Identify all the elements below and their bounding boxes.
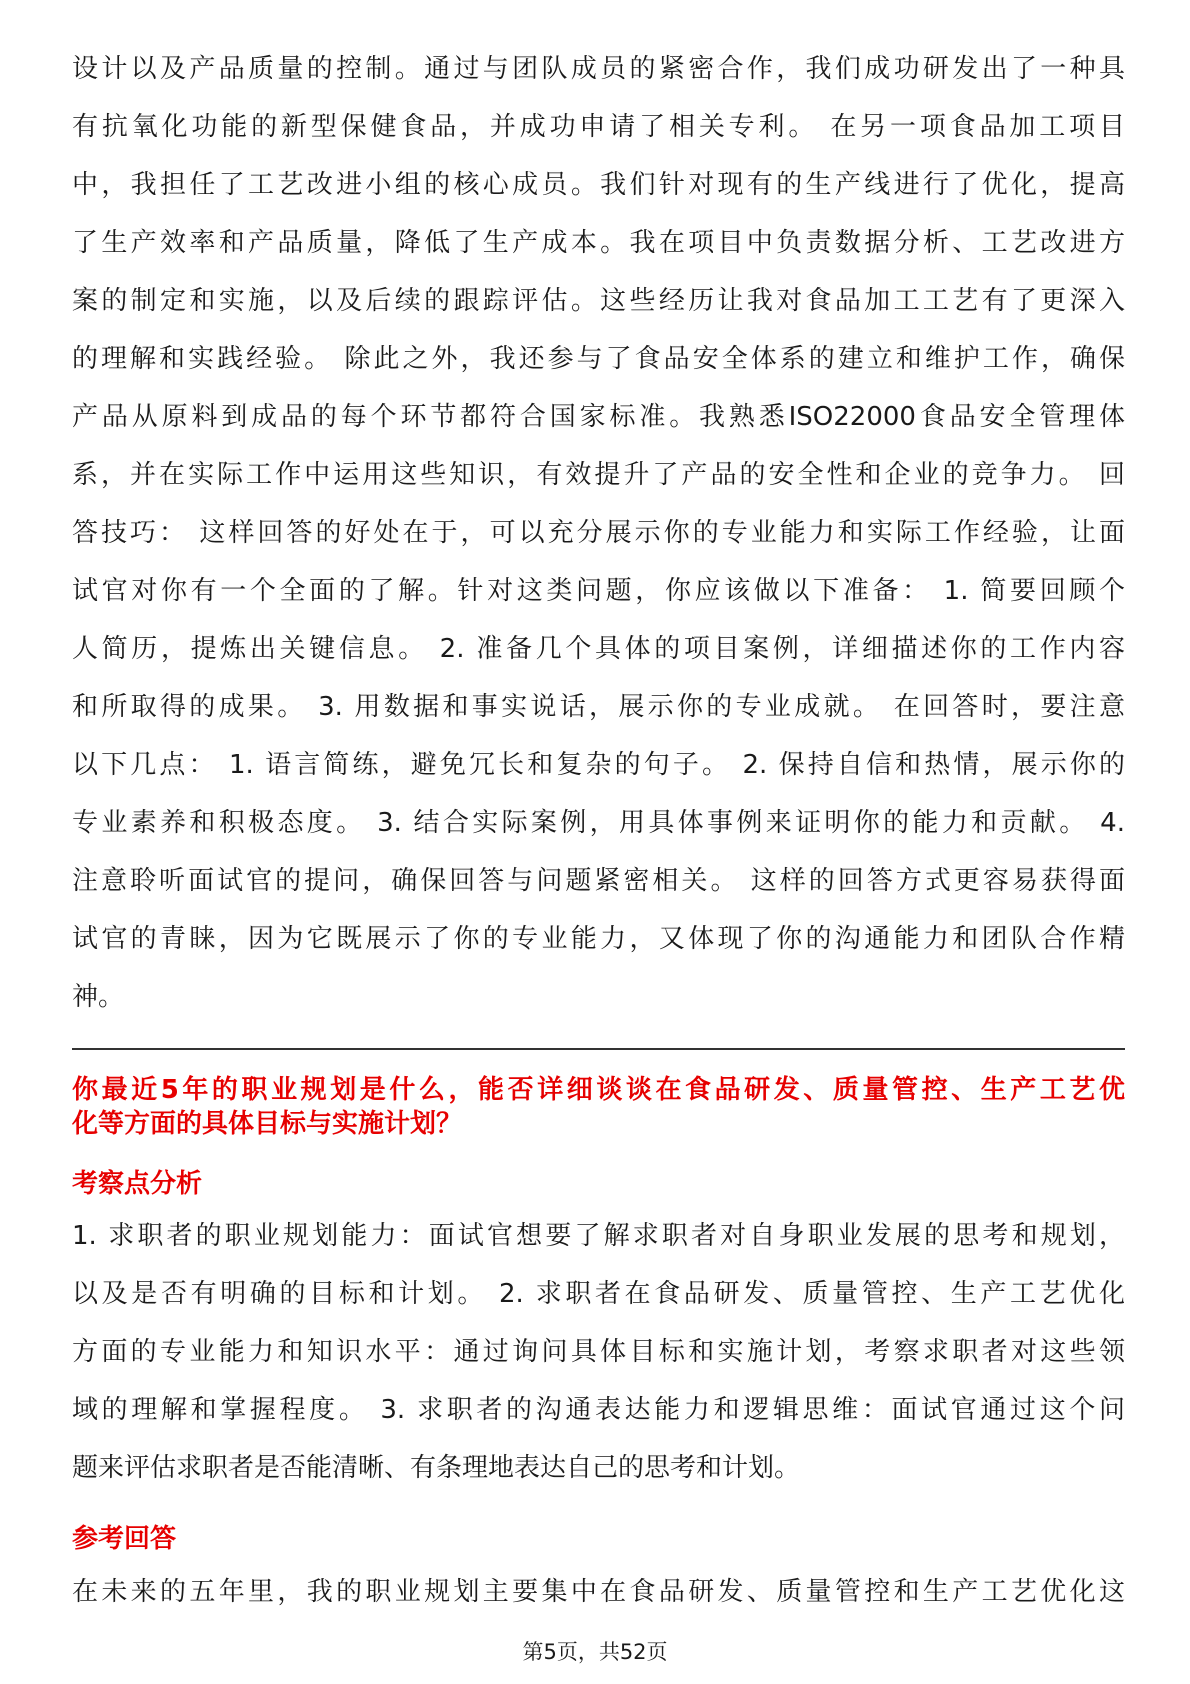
body-text-line: 了生产效率和产品质量，降低了生产成本。我在项目中负责数据分析、工艺改进方 bbox=[72, 228, 1125, 258]
body-text-line: 专业素养和积极态度。 3. 结合实际案例，用具体事例来证明你的能力和贡献。 4. bbox=[72, 808, 1125, 838]
analysis-heading: 考察点分析 bbox=[72, 1169, 203, 1199]
body-text-line: 人简历，提炼出关键信息。 2. 准备几个具体的项目案例，详细描述你的工作内容 bbox=[72, 634, 1125, 664]
body-text-line: 神。 bbox=[72, 982, 125, 1012]
body-text-line: 设计以及产品质量的控制。通过与团队成员的紧密合作，我们成功研发出了一种具 bbox=[72, 54, 1125, 84]
body-text-line: 试官的青睐，因为它既展示了你的专业能力，又体现了你的沟通能力和团队合作精 bbox=[72, 924, 1125, 954]
body-text-line: 答技巧： 这样回答的好处在于，可以充分展示你的专业能力和实际工作经验，让面 bbox=[72, 518, 1125, 548]
body-text-line: 以下几点： 1. 语言简练，避免冗长和复杂的句子。 2. 保持自信和热情，展示你的 bbox=[72, 750, 1125, 780]
body-text-line: 注意聆听面试官的提问，确保回答与问题紧密相关。 这样的回答方式更容易获得面 bbox=[72, 866, 1125, 896]
analysis-text-line: 1. 求职者的职业规划能力：面试官想要了解求职者对自身职业发展的思考和规划， bbox=[72, 1221, 1125, 1251]
page-number: 第5页，共52页 bbox=[522, 1640, 668, 1664]
body-text-line: 案的制定和实施，以及后续的跟踪评估。这些经历让我对食品加工工艺有了更深入 bbox=[72, 286, 1125, 316]
body-text-line: 的理解和实践经验。 除此之外，我还参与了食品安全体系的建立和维护工作，确保 bbox=[72, 344, 1125, 374]
analysis-text-line: 方面的专业能力和知识水平：通过询问具体目标和实施计划，考察求职者对这些领 bbox=[72, 1337, 1125, 1367]
body-text-line: 系，并在实际工作中运用这些知识，有效提升了产品的安全性和企业的竞争力。 回 bbox=[72, 460, 1125, 490]
answer-text-line: 在未来的五年里，我的职业规划主要集中在食品研发、质量管控和生产工艺优化这 bbox=[72, 1577, 1125, 1607]
answer-heading: 参考回答 bbox=[72, 1524, 177, 1554]
body-text-line: 产品从原料到成品的每个环节都符合国家标准。我熟悉ISO22000食品安全管理体 bbox=[72, 402, 1125, 432]
question-heading-line: 你最近5年的职业规划是什么，能否详细谈谈在食品研发、质量管控、生产工艺优 bbox=[72, 1075, 1125, 1105]
analysis-text-line: 域的理解和掌握程度。 3. 求职者的沟通表达能力和逻辑思维：面试官通过这个问 bbox=[72, 1395, 1125, 1425]
question-heading-line: 化等方面的具体目标与实施计划？ bbox=[72, 1109, 463, 1139]
analysis-text-line: 以及是否有明确的目标和计划。 2. 求职者在食品研发、质量管控、生产工艺优化 bbox=[72, 1279, 1125, 1309]
body-text-line: 有抗氧化功能的新型保健食品，并成功申请了相关专利。 在另一项食品加工项目 bbox=[72, 112, 1125, 142]
body-text-line: 和所取得的成果。 3. 用数据和事实说话，展示你的专业成就。 在回答时，要注意 bbox=[72, 692, 1125, 722]
body-text-line: 试官对你有一个全面的了解。针对这类问题，你应该做以下准备： 1. 简要回顾个 bbox=[72, 576, 1125, 606]
section-divider bbox=[72, 1048, 1125, 1050]
body-text-line: 中，我担任了工艺改进小组的核心成员。我们针对现有的生产线进行了优化，提高 bbox=[72, 170, 1125, 200]
analysis-text-line: 题来评估求职者是否能清晰、有条理地表达自己的思考和计划。 bbox=[72, 1453, 801, 1483]
